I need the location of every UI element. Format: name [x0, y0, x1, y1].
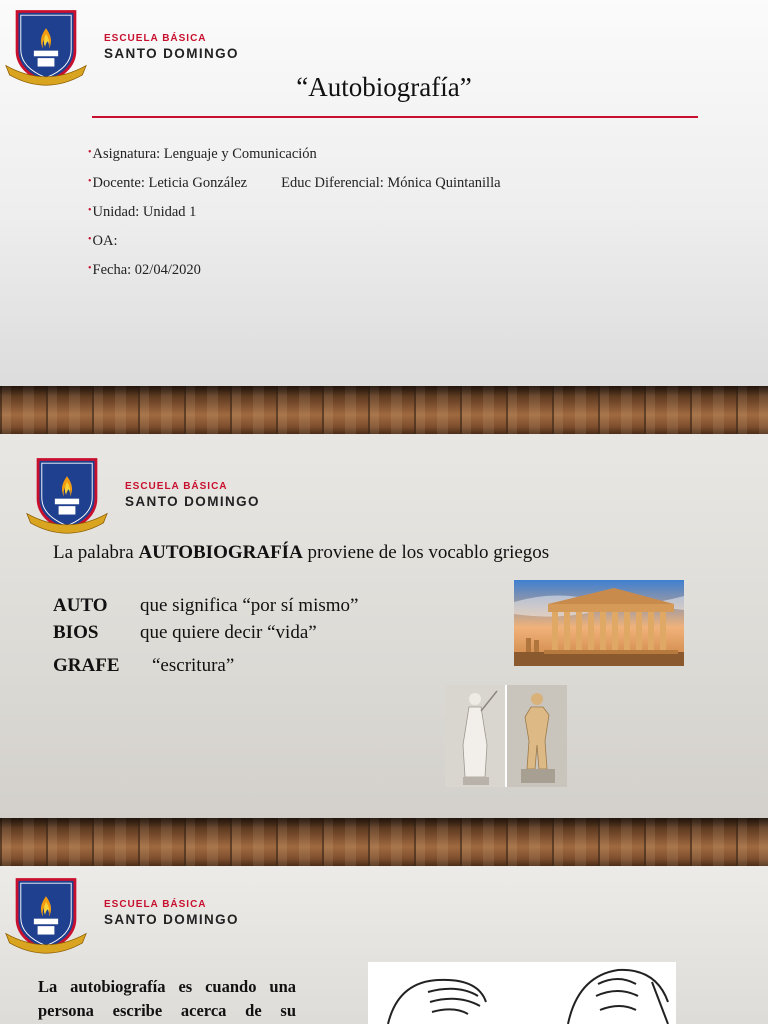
term-word-bios: BIOS	[53, 622, 99, 643]
school-name-line2: SANTO DOMINGO	[125, 494, 260, 509]
bullet-icon: •	[88, 147, 92, 158]
bullet-docente: •Docente: Leticia González Educ Diferencial: Mónica Quintanilla	[88, 175, 501, 191]
school-name	[104, 33, 239, 61]
school-name	[104, 899, 239, 927]
slide-title: “Autobiografía”	[296, 72, 472, 102]
intro-sentence: La palabra AUTOBIOGRAFÍA proviene de los vocablo griegos	[53, 542, 550, 563]
bullet-asignatura: •Asignatura: Lenguaje y Comunicación	[88, 146, 317, 162]
autobiography-definition-paragraph: La autobiografía es cuando una persona escribe acerca de su	[38, 977, 296, 1020]
school-name-line2: SANTO DOMINGO	[104, 46, 239, 61]
term-meaning-auto: que significa “por sí mismo”	[140, 595, 359, 616]
school-name-line1: ESCUELA BÁSICA	[104, 899, 207, 910]
bullet-fecha: •Fecha: 02/04/2020	[88, 262, 201, 278]
term-word-grafe: GRAFE	[53, 655, 120, 676]
term-word-auto: AUTO	[53, 595, 108, 616]
school-name	[125, 481, 260, 509]
term-meaning-bios: que quiere decir “vida”	[140, 622, 317, 643]
bullet-icon: •	[88, 263, 92, 274]
wood-floor-divider	[0, 386, 768, 434]
school-logo-icon	[2, 872, 90, 956]
wood-floor-divider	[0, 818, 768, 866]
slide-1	[0, 0, 768, 386]
bullet-icon: •	[88, 234, 92, 245]
slide-2	[0, 434, 768, 818]
greek-statues-image	[445, 685, 567, 787]
info-bullet-list	[88, 146, 501, 291]
school-name-line1: ESCUELA BÁSICA	[104, 33, 207, 44]
bullet-unidad: •Unidad: Unidad 1	[88, 204, 197, 220]
school-name-line2: SANTO DOMINGO	[104, 912, 239, 927]
title-divider	[92, 116, 698, 118]
term-meaning-grafe: “escritura”	[152, 655, 235, 676]
school-name-line1: ESCUELA BÁSICA	[125, 481, 228, 492]
parthenon-image	[514, 580, 684, 666]
school-logo-icon	[23, 452, 111, 536]
bullet-oa: •OA:	[88, 233, 118, 249]
bullet-icon: •	[88, 205, 92, 216]
face-sketch-image	[368, 962, 676, 1024]
bullet-icon: •	[88, 176, 92, 187]
